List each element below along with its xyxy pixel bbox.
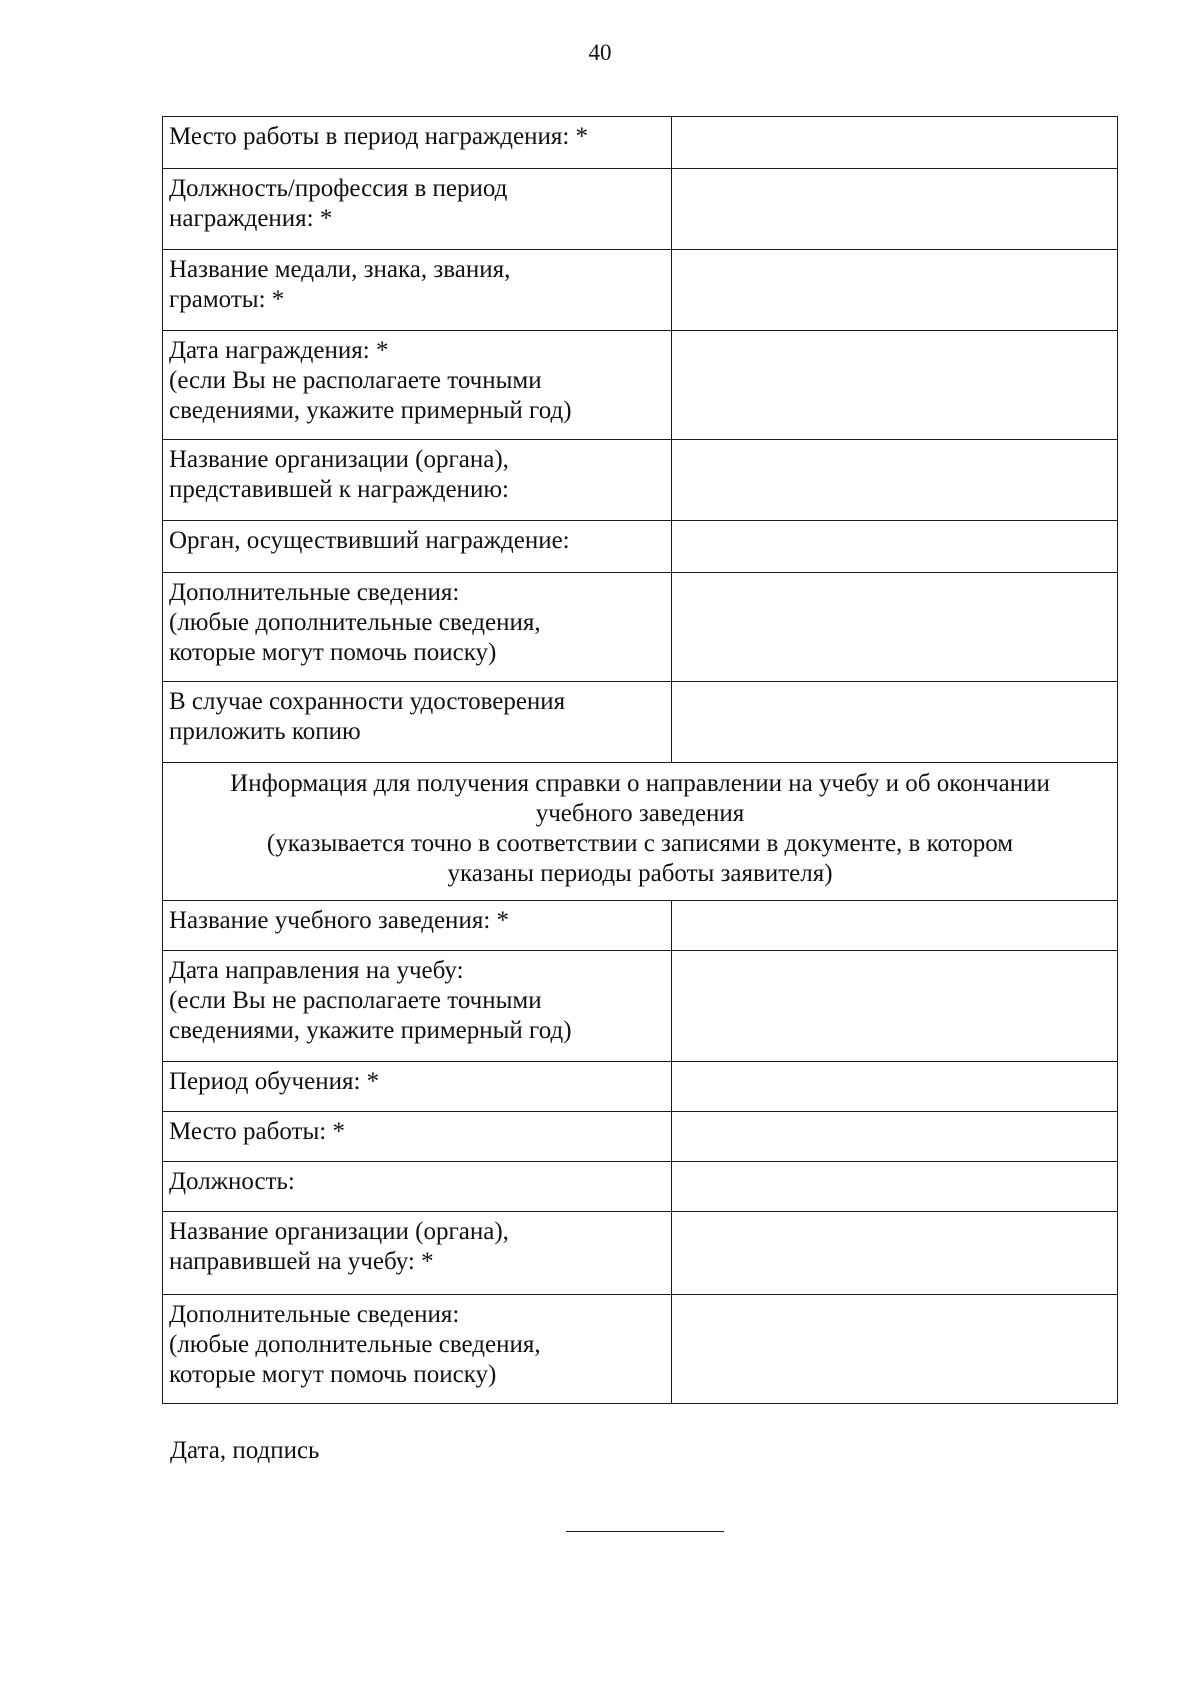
referring-organization-label: Название организации (органа), направившей на учебу: * <box>163 1212 672 1295</box>
award-additional-info-label: Дополнительные сведения: (любые дополнительные сведения, которые могут помочь поиску) <box>163 573 672 682</box>
table-row <box>163 250 1118 331</box>
education-section-header: Информация для получения справки о направлении на учебу и об окончании учебного заведения (указывается точно в соответствии с записями в документе, в котором указаны периоды работы заявителя) <box>163 763 1118 901</box>
study-period-label: Период обучения: * <box>163 1062 672 1112</box>
award-position-label: Должность/профессия в период награждения: * <box>163 169 672 250</box>
page-number: 40 <box>588 40 612 65</box>
institution-name-field[interactable] <box>671 901 1117 951</box>
table-row <box>163 682 1118 763</box>
education-additional-info-field[interactable] <box>671 1295 1117 1404</box>
award-name-field[interactable] <box>671 250 1117 331</box>
certificate-copy-label: В случае сохранности удостоверения приложить копию <box>163 682 672 763</box>
section-header-row <box>163 763 1118 901</box>
study-referral-date-label: Дата направления на учебу: (если Вы не располагаете точными сведениями, укажите примерный год) <box>163 951 672 1062</box>
table-row <box>163 901 1118 951</box>
table-row <box>163 521 1118 573</box>
table-row <box>163 117 1118 169</box>
table-row <box>163 1295 1118 1404</box>
awarding-body-label: Орган, осуществивший награждение: <box>163 521 672 573</box>
signature-line[interactable] <box>566 1531 724 1532</box>
table-row <box>163 331 1118 440</box>
table-row <box>163 1112 1118 1162</box>
table-row <box>163 1212 1118 1295</box>
certificate-copy-field[interactable] <box>671 682 1117 763</box>
table-row <box>163 1162 1118 1212</box>
table-row <box>163 951 1118 1062</box>
award-workplace-label: Место работы в период награждения: * <box>163 117 672 169</box>
table-row <box>163 440 1118 521</box>
nominating-organization-field[interactable] <box>671 440 1117 521</box>
award-date-field[interactable] <box>671 331 1117 440</box>
study-period-field[interactable] <box>671 1062 1117 1112</box>
education-position-label: Должность: <box>163 1162 672 1212</box>
nominating-organization-label: Название организации (органа), представившей к награждению: <box>163 440 672 521</box>
award-date-label: Дата награждения: * (если Вы не располагаете точными сведениями, укажите примерный год) <box>163 331 672 440</box>
referring-organization-field[interactable] <box>671 1212 1117 1295</box>
award-name-label: Название медали, знака, звания, грамоты: * <box>163 250 672 331</box>
request-form-table <box>162 116 1118 1404</box>
table-row <box>163 1062 1118 1112</box>
education-workplace-label: Место работы: * <box>163 1112 672 1162</box>
date-signature-label: Дата, подпись <box>170 1437 320 1464</box>
institution-name-label: Название учебного заведения: * <box>163 901 672 951</box>
table-row <box>163 169 1118 250</box>
awarding-body-field[interactable] <box>671 521 1117 573</box>
education-workplace-field[interactable] <box>671 1112 1117 1162</box>
award-additional-info-field[interactable] <box>671 573 1117 682</box>
award-workplace-field[interactable] <box>671 117 1117 169</box>
study-referral-date-field[interactable] <box>671 951 1117 1062</box>
education-position-field[interactable] <box>671 1162 1117 1212</box>
table-row <box>163 573 1118 682</box>
award-position-field[interactable] <box>671 169 1117 250</box>
education-additional-info-label: Дополнительные сведения: (любые дополнительные сведения, которые могут помочь поиску) <box>163 1295 672 1404</box>
